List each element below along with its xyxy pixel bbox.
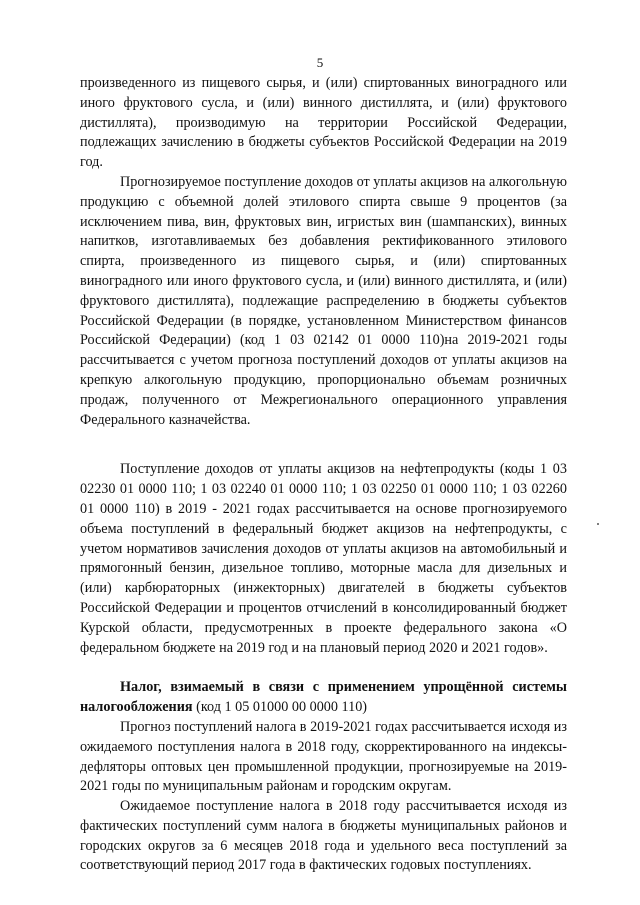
paragraph-alcohol-excise: Прогнозируемое поступление доходов от уплаты акцизов на алкогольную продукцию с объемной долей этилового спирта свыше 9 процентов (за исключением пива, вин, фруктовых вин, игристых вин (шампанских), винных напитков, изготавливаемых без добавления ректификованного этилового спирта, произведенного из пищевого сырья, и (или) спиртованных виноградного или иного фруктового сусла, и (или) винного дистиллята, и (или) фруктового дистиллята), подлежащие распределению в бюджеты субъектов Российской Федерации (в порядке, установленном Министерством финансов Российской Федерации) (код 1 03 02142 01 0000 110)на 2019-2021 годы рассчитывается с учетом прогноза поступлений доходов от уплаты акцизов на крепкую алкогольную продукцию, пропорционально объемам розничных продаж, полученного от Межрегионального операционного управления Федерального казначейства.: [80, 173, 567, 428]
section-heading-code: (код 1 05 01000 00 0000 110): [192, 699, 368, 716]
paragraph-continuation: произведенного из пищевого сырья, и (или) спиртованных виноградного или иного фруктового сусла, и (или) винного дистиллята, и (или) фруктового дистиллята), производимую на территории Российской Федерации, подлежащих зачислению в бюджеты субъектов Российской Федерации на 2019 год.: [80, 75, 567, 171]
page-number: 5: [316, 55, 324, 70]
paragraph-petroleum-excise: Поступление доходов от уплаты акцизов на нефтепродукты (коды 1 03 02230 01 0000 110; 1 03 02240 01 0000 110; 1 03 02250 01 0000 110; 1 03 02260 01 0000 110) в 2019 - 2021 годах рассчитывается на основе прогнозируемого объема поступлений в федеральный бюджет акцизов на нефтепродукты, с учетом нормативов зачисления доходов от уплаты акцизов на автомобильный и прямогонный бензин, дизельное топливо, моторные масла для дизельных и (или) карбюраторных (инжекторных) двигателей в бюджеты субъектов Российской Федерации и процентов отчислений в консолидированный бюджет Курской области, предусмотренных в проекте федерального закона «О федеральном бюджете на 2019 год и на плановый период 2020 и 2021 годов».: [80, 461, 567, 656]
paragraph-tax-forecast: Прогноз поступлений налога в 2019-2021 годах рассчитывается исходя из ожидаемого поступления налога в 2018 году, скорректированного на индексы-дефляторы оптовых цен промышленной продукции, прогнозируемые на 2019-2021 годы по муниципальным районам и городским округам.: [80, 718, 567, 795]
document-body: [80, 74, 567, 876]
scan-speck: [597, 523, 599, 525]
section-heading-title: Налог, взимаемый в связи с применением упрощённой системы налогообложения: [80, 679, 567, 716]
section-heading: [80, 678, 567, 718]
paragraph-expected-revenue: Ожидаемое поступление налога в 2018 году рассчитывается исходя из фактических поступлений сумм налога в бюджеты муниципальных районов и городских округов за 6 месяцев 2018 года и удельного веса поступлений за соответствующий период 2017 года в фактических годовых поступлениях.: [80, 798, 567, 874]
